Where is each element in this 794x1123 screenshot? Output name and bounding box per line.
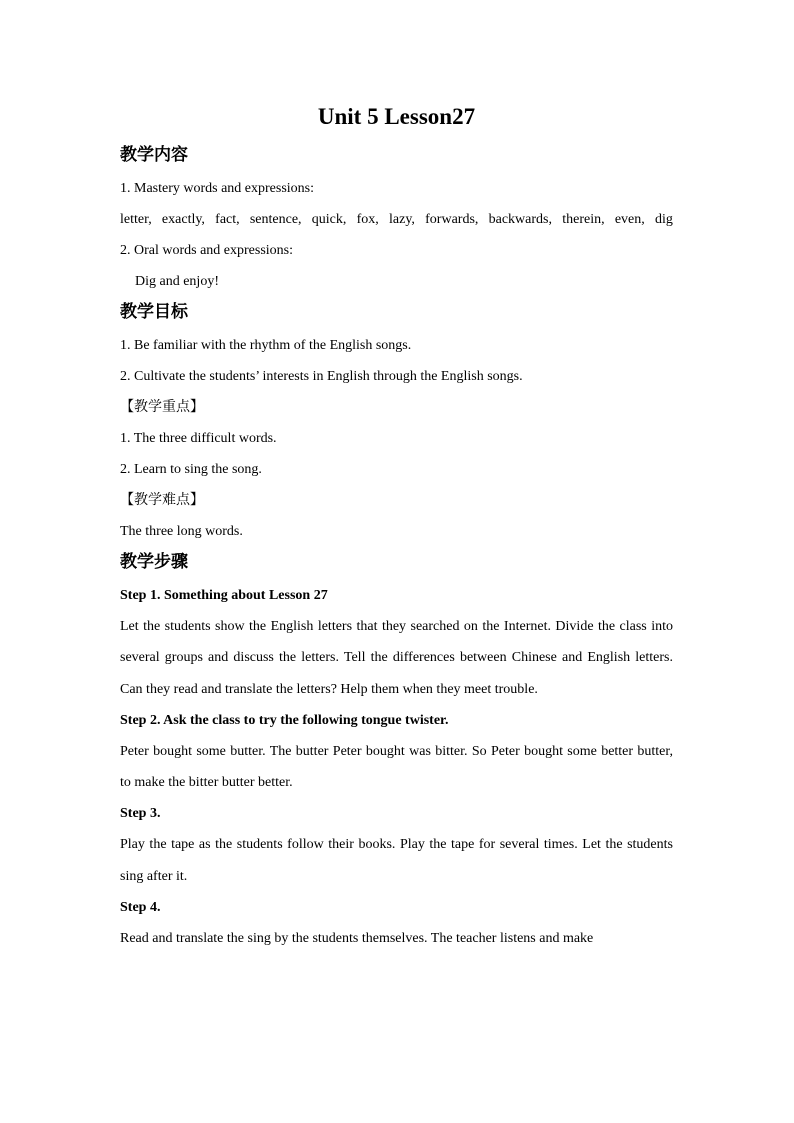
- vocabulary-list: [120, 204, 673, 235]
- vocab-word: backwards,: [488, 212, 552, 227]
- teaching-content-heading: 教学内容: [120, 145, 188, 165]
- vocab-word: letter,: [120, 212, 152, 227]
- vocab-word: sentence,: [249, 212, 302, 227]
- objective-item-2: 2. Cultivate the students’ interests in English through the English songs.: [120, 369, 523, 384]
- key-point-1: 1. The three difficult words.: [120, 431, 277, 446]
- step-4-heading: Step 4.: [120, 900, 161, 916]
- step-1-text: Let the students show the English letters that they searched on the Internet. Divide the class into several groups and discuss the letters. Tell the differences between Chinese and English letters. Can they read and translate the letters? Help them when they meet trouble.: [120, 619, 673, 697]
- step-2-text: Peter bought some butter. The butter Peter bought was bitter. So Peter bought some better butter, to make the bitter butter better.: [120, 743, 673, 791]
- key-point-2: 2. Learn to sing the song.: [120, 462, 262, 477]
- vocab-word: fact,: [215, 212, 240, 227]
- objective-item-1: 1. Be familiar with the rhythm of the English songs.: [120, 338, 412, 353]
- document-title: Unit 5 Lesson27: [317, 104, 476, 129]
- step-3-heading: Step 3.: [120, 806, 161, 822]
- content-item-2: 2. Oral words and expressions:: [120, 243, 294, 258]
- document-page: [120, 102, 673, 954]
- vocab-word: therein,: [562, 212, 605, 227]
- content-item-2-detail: Dig and enjoy!: [135, 274, 219, 289]
- vocab-word: fox,: [356, 212, 379, 227]
- step-2-heading: Step 2. Ask the class to try the following tongue twister.: [120, 712, 449, 728]
- difficulty-heading: 【教学难点】: [120, 492, 204, 508]
- difficulty-1: The three long words.: [120, 524, 243, 539]
- step-4-text: Read and translate the sing by the students themselves. The teacher listens and make: [120, 931, 594, 947]
- teaching-objectives-heading: 教学目标: [120, 302, 188, 322]
- step-1-heading: Step 1. Something about Lesson 27: [120, 588, 328, 603]
- vocab-word: quick,: [311, 212, 347, 227]
- vocab-word: exactly,: [161, 212, 205, 227]
- vocab-word: lazy,: [389, 212, 415, 227]
- vocab-word: forwards,: [425, 212, 479, 227]
- vocab-word: dig: [654, 212, 673, 227]
- content-item-1: 1. Mastery words and expressions:: [120, 181, 315, 196]
- teaching-steps-heading: 教学步骤: [120, 552, 188, 572]
- step-3-text: Play the tape as the students follow their books. Play the tape for several times. Let the students sing after it.: [120, 837, 673, 884]
- key-points-heading: 【教学重点】: [120, 399, 204, 415]
- vocab-word: even,: [614, 212, 645, 227]
